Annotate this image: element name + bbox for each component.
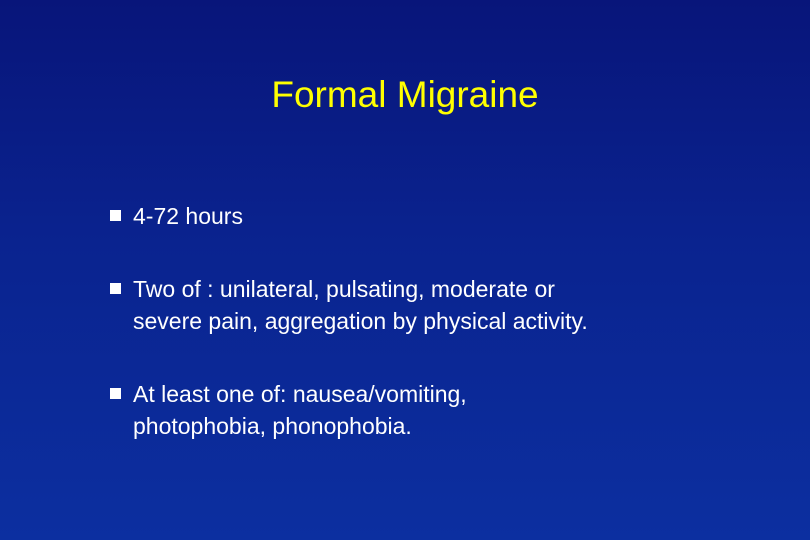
square-bullet-icon xyxy=(110,273,133,305)
list-item xyxy=(110,273,760,337)
list-item xyxy=(110,378,760,442)
square-bullet-icon xyxy=(110,200,133,232)
bullet-text-symptoms: At least one of: nausea/vomiting, photophobia, phonophobia. xyxy=(133,381,467,439)
bullet-list xyxy=(110,200,760,483)
bullet-text-duration: 4-72 hours xyxy=(133,203,243,229)
square-bullet-icon xyxy=(110,378,133,410)
slide-title: Formal Migraine xyxy=(271,74,539,115)
list-item xyxy=(110,200,760,232)
bullet-text-characteristics: Two of : unilateral, pulsating, moderate or severe pain, aggregation by physical activity. xyxy=(133,276,588,334)
